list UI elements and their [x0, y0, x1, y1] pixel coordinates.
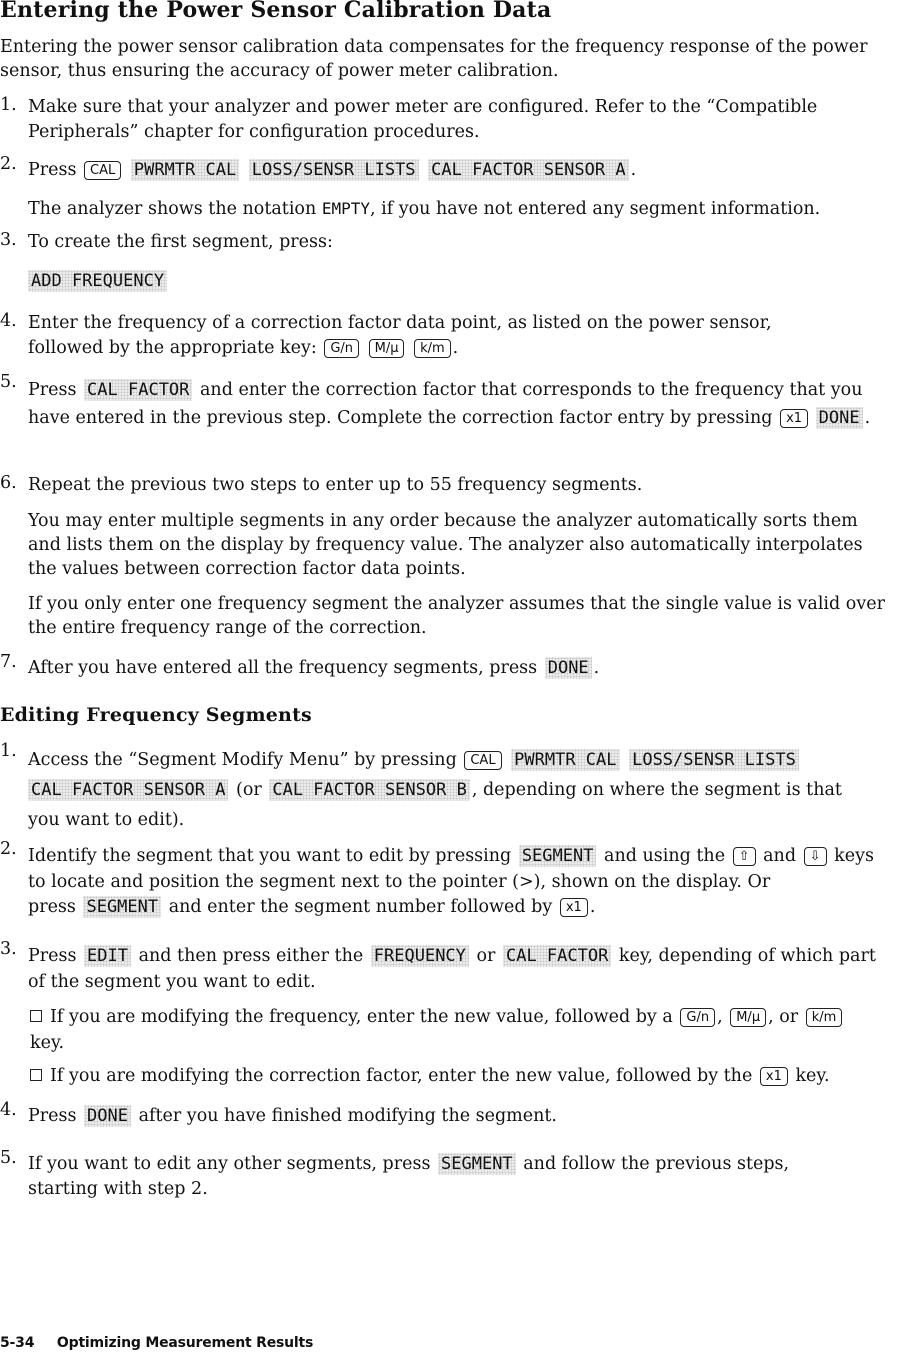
step-number: 1.	[0, 741, 17, 761]
text: Press	[28, 160, 77, 180]
text: (or	[236, 780, 262, 800]
segment-softkey[interactable]: SEGMENT	[83, 896, 161, 918]
step-text	[28, 656, 899, 681]
step-number: 5.	[0, 372, 17, 392]
text: key, depending of which part of the segment you want to edit.	[28, 946, 876, 992]
step-text	[28, 311, 848, 361]
text: after you have finished modifying the segment.	[138, 1106, 557, 1126]
section-heading-calibration: Entering the Power Sensor Calibration Data	[0, 0, 552, 23]
text: , if you have not entered any segment information.	[369, 199, 821, 219]
down-arrow-key[interactable]: ⇩	[804, 847, 827, 866]
g-n-key[interactable]: G/n	[680, 1008, 715, 1027]
text: , or	[768, 1007, 799, 1027]
text: and enter the correction factor that corresponds to the frequency that you have entered in the previous step. Complete the correction factor entry by pressing	[28, 380, 863, 428]
cal-factor-softkey[interactable]: CAL FACTOR	[503, 945, 611, 967]
text: Enter the frequency of a correction factor data point, as listed on the power sensor, followed by the appropriate key:	[28, 313, 772, 358]
text: key.	[795, 1066, 830, 1086]
up-arrow-key[interactable]: ⇧	[733, 847, 756, 866]
step-number: 4.	[0, 311, 17, 331]
step-number: 4.	[0, 1100, 17, 1120]
step-text-line3	[28, 895, 899, 920]
step-text	[28, 158, 899, 183]
text: .	[630, 160, 637, 180]
pwrmtr-cal-softkey[interactable]: PWRMTR CAL	[511, 749, 619, 771]
text: If you are modifying the correction factor, enter the new value, followed by the	[50, 1066, 753, 1086]
step-number: 6.	[0, 473, 17, 493]
segment-softkey[interactable]: SEGMENT	[519, 845, 597, 867]
step-number: 1.	[0, 95, 17, 115]
bullet-correction	[30, 1064, 890, 1089]
step-text	[28, 376, 898, 432]
text: Access the “Segment Modify Menu” by pressing	[28, 750, 457, 770]
cal-key[interactable]: CAL	[84, 161, 121, 180]
step-text	[28, 943, 898, 995]
cal-factor-softkey[interactable]: CAL FACTOR	[84, 379, 192, 401]
cal-factor-sensor-b-softkey[interactable]: CAL FACTOR SENSOR B	[269, 779, 469, 801]
intro-paragraph: Entering the power sensor calibration data compensates for the frequency response of the power sensor, thus ensuring the accuracy of power meter calibration.	[0, 37, 868, 81]
text: Press	[28, 946, 77, 966]
x1-key[interactable]: x1	[760, 1067, 788, 1086]
add-frequency-softkey[interactable]: ADD FREQUENCY	[28, 270, 167, 292]
edit-softkey[interactable]: EDIT	[84, 945, 131, 967]
text: .	[864, 408, 871, 428]
text: .	[452, 338, 459, 358]
text: After you have entered all the frequency segments, press	[28, 658, 538, 678]
done-softkey[interactable]: DONE	[816, 407, 863, 429]
text: If you want to edit any other segments, press	[28, 1154, 431, 1174]
m-mu-key[interactable]: M/μ	[369, 339, 405, 358]
text: and follow the previous steps, starting with step 2.	[28, 1154, 790, 1199]
cal-factor-sensor-a-softkey[interactable]: CAL FACTOR SENSOR A	[28, 779, 228, 801]
page-footer	[0, 1335, 313, 1351]
empty-notation: EMPTY	[321, 199, 370, 218]
step-paragraph: You may enter multiple segments in any order because the analyzer automatically sorts them and lists them on the display by frequency value. The analyzer also automatically interpolates the values between correction factor data points.	[28, 511, 863, 579]
text: and using the	[604, 846, 726, 866]
text: .	[589, 897, 596, 917]
step-number: 5.	[0, 1148, 17, 1168]
done-softkey[interactable]: DONE	[84, 1105, 131, 1127]
m-mu-key[interactable]: M/μ	[730, 1008, 766, 1027]
text: and then press either the	[138, 946, 364, 966]
frequency-softkey[interactable]: FREQUENCY	[371, 945, 469, 967]
text: Press	[28, 1106, 77, 1126]
step-text	[28, 1152, 858, 1202]
step-number: 7.	[0, 652, 17, 672]
step-text	[28, 843, 888, 895]
step-paragraph: If you only enter one frequency segment the analyzer assumes that the single value is valid over the entire frequency range of the correction.	[28, 594, 885, 638]
text: keys to locate and position the segment next to the pointer (>), shown on the display. Or	[28, 846, 874, 892]
text: and enter the segment number followed by	[168, 897, 553, 917]
text: Press	[28, 380, 77, 400]
text: press	[28, 897, 76, 917]
segment-softkey[interactable]: SEGMENT	[438, 1153, 516, 1175]
cal-key[interactable]: CAL	[464, 751, 501, 770]
text: If you are modifying the frequency, enter the new value, followed by a	[50, 1007, 673, 1027]
text: or	[476, 946, 496, 966]
text: .	[593, 658, 600, 678]
cal-factor-sensor-a-softkey[interactable]: CAL FACTOR SENSOR A	[428, 159, 628, 181]
pwrmtr-cal-softkey[interactable]: PWRMTR CAL	[131, 159, 239, 181]
step-keys	[28, 269, 899, 294]
step-text: Repeat the previous two steps to enter up to 55 frequency segments.	[28, 475, 643, 495]
step-text	[28, 745, 878, 835]
step-number: 2.	[0, 154, 17, 174]
text: , depending on where the segment is that you want to edit).	[28, 780, 842, 830]
step-number: 3.	[0, 939, 17, 959]
k-m-key[interactable]: k/m	[414, 339, 451, 358]
step-text: Make sure that your analyzer and power meter are configured. Refer to the “Compatible Peripherals” chapter for configuration procedures.	[28, 97, 818, 142]
page-number: 5-34	[0, 1335, 35, 1351]
bullet-frequency: If you are modifying the frequency, enter the new value, followed by a G/n , M/μ , or k/m key.	[30, 1004, 880, 1056]
step-text	[28, 1104, 899, 1129]
checkbox-bullet-icon	[30, 1069, 42, 1081]
step-text: To create the first segment, press:	[28, 232, 333, 252]
text: and	[763, 846, 797, 866]
text: The analyzer shows the notation	[28, 199, 317, 219]
step-note	[28, 196, 899, 222]
step-number: 3.	[0, 230, 17, 250]
loss-sensr-lists-softkey[interactable]: LOSS/SENSR LISTS	[249, 159, 419, 181]
chapter-title: Optimizing Measurement Results	[56, 1335, 314, 1351]
k-m-key[interactable]: k/m	[806, 1008, 843, 1027]
checkbox-bullet-icon	[30, 1010, 42, 1022]
done-softkey[interactable]: DONE	[545, 657, 592, 679]
x1-key[interactable]: x1	[560, 898, 588, 917]
loss-sensr-lists-softkey[interactable]: LOSS/SENSR LISTS	[629, 749, 799, 771]
section-heading-editing: Editing Frequency Segments	[0, 704, 312, 726]
x1-key[interactable]: x1	[780, 409, 808, 428]
text: key.	[30, 1033, 65, 1053]
step-number: 2.	[0, 839, 17, 859]
text: Identify the segment that you want to edit by pressing	[28, 846, 512, 866]
g-n-key[interactable]: G/n	[324, 339, 359, 358]
